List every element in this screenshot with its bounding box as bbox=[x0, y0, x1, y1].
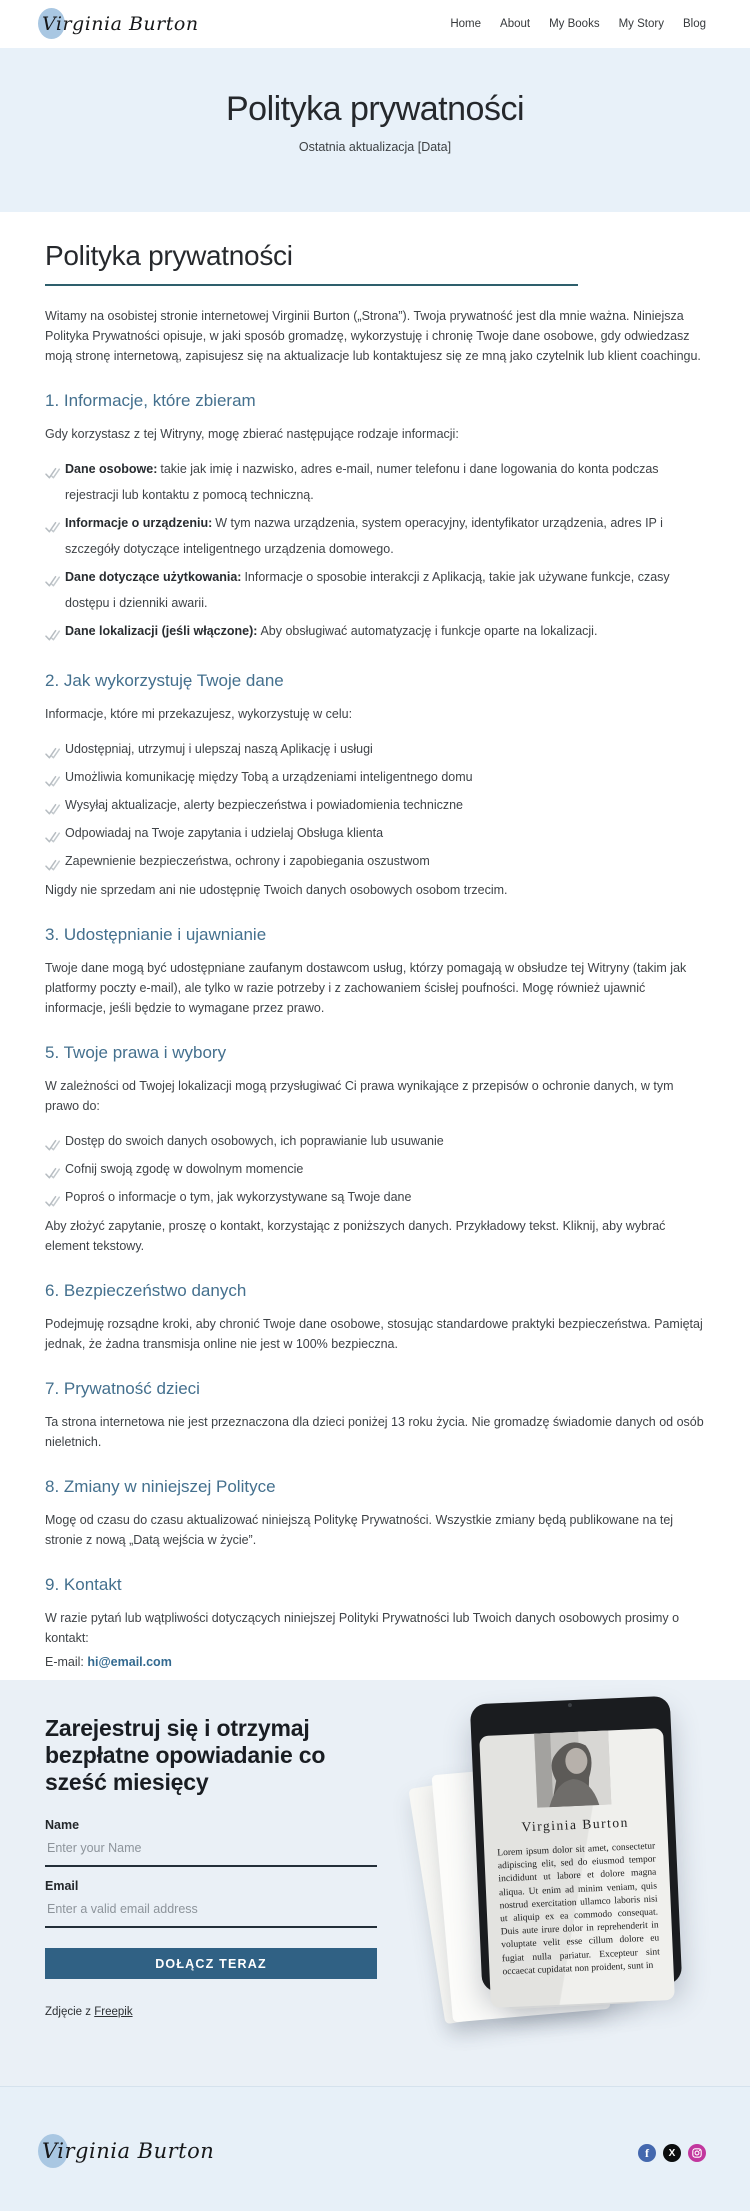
tablet-mockup bbox=[388, 1688, 728, 2028]
list-item: Cofnij swoją zgodę w dowolnym momencie bbox=[45, 1156, 705, 1184]
x-twitter-icon[interactable]: X bbox=[663, 2144, 681, 2162]
list-item: Dostęp do swoich danych osobowych, ich poprawianie lub usuwanie bbox=[45, 1128, 705, 1156]
double-check-icon bbox=[45, 517, 60, 543]
list-item: Dane osobowe: takie jak imię i nazwisko, adres e-mail, numer telefonu i dane logowania do konta podczas rejestracji lub kontaktu z pomocą techniczną. bbox=[45, 456, 705, 510]
tablet-excerpt: Lorem ipsum dolor sit amet, consectetur adipiscing elit, sed do eiusmod tempor incididunt ut labore et dolore magna aliqua. Ut enim ad minim veniam, quis nostrud exercitation ullamco laboris nisi ut aliquip ex ea commodo consequat. Duis aute irure dolor in reprehenderit in voluptate velit esse cillum dolore eu fugiat nulla pariatur. Excepteur sint occaecat cupidatat non proident, sunt in bbox=[497, 1841, 661, 1978]
social-links bbox=[638, 2144, 706, 2162]
contact-email-line: E-mail: hi@email.com bbox=[45, 1655, 172, 1669]
section-contact bbox=[45, 1574, 705, 1696]
section-lead: W zależności od Twojej lokalizacji mogą przysługiwać Ci prawa wynikające z przepisów o ochronie danych, w tym prawo do: bbox=[45, 1079, 674, 1113]
section-heading: 7. Prywatność dzieci bbox=[45, 1379, 200, 1398]
header-logo[interactable] bbox=[42, 8, 199, 40]
site-footer bbox=[0, 2086, 750, 2211]
list-item: Poproś o informacje o tym, jak wykorzystywane są Twoje dane bbox=[45, 1184, 705, 1212]
section-heading: 3. Udostępnianie i ujawnianie bbox=[45, 925, 267, 944]
list-item: Dane dotyczące użytkowania: Informacje o sposobie interakcji z Aplikacją, takie jak używane funkcje, czasy dostępu i dzienniki awarii. bbox=[45, 564, 705, 618]
section-paragraph: Podejmuję rozsądne kroki, aby chronić Twoje dane osobowe, stosując standardowe praktyki bezpieczeństwa. Pamiętaj jednak, że żadna transmisja online nie jest w 100% bezpieczna. bbox=[45, 1317, 703, 1351]
section-rights bbox=[45, 1042, 705, 1256]
section-paragraph: W razie pytań lub wątpliwości dotyczących niniejszej Polityki Prywatności lub Twoich danych osobowych prosimy o kontakt: bbox=[45, 1611, 680, 1645]
rights-note: Aby złożyć zapytanie, proszę o kontakt, korzystając z poniższych danych. Przykładowy tekst. Kliknij, aby wybrać element tekstowy. bbox=[45, 1219, 666, 1253]
list-item: Informacje o urządzeniu: W tym nazwa urządzenia, system operacyjny, identyfikator urządzenia, adres IP i szczegóły dotyczące inteligentnego urządzenia domowego. bbox=[45, 510, 705, 564]
section-heading: 8. Zmiany w niniejszej Polityce bbox=[45, 1477, 276, 1496]
signup-heading: Zarejestruj się i otrzymaj bezpłatne opowiadanie co sześć miesięcy bbox=[45, 1715, 326, 1795]
section-data-use bbox=[45, 670, 705, 900]
section-information-collected bbox=[45, 390, 705, 646]
section-paragraph: Mogę od czasu do czasu aktualizować niniejszą Politykę Prywatności. Wszystkie zmiany będą publikowane na tej stronie z nową „Datą wejścia w życie”. bbox=[45, 1513, 674, 1547]
name-field-group bbox=[45, 1818, 377, 1867]
author-portrait bbox=[534, 1730, 611, 1807]
section-sharing bbox=[45, 924, 705, 1018]
double-check-icon bbox=[45, 855, 60, 881]
tablet-camera-dot bbox=[568, 1703, 572, 1707]
intro-paragraph: Witamy na osobistej stronie internetowej Virginii Burton („Strona”). Twoja prywatność jest dla mnie ważna. Niniejsza Polityka Prywatności opisuje, w jaki sposób gromadzę, wykorzystuję i chronię Twoje dane osobowe, gdy odwiedzasz moją stronę internetową, zapisujesz się na aktualizacje lub kontaktujesz się ze mną jako czytelnik lub klient coachingu. bbox=[45, 309, 701, 363]
hero-subtitle: Ostatnia aktualizacja [Data] bbox=[298, 140, 452, 154]
double-check-icon bbox=[45, 1191, 60, 1217]
signup-form-column bbox=[45, 1715, 377, 2018]
double-check-icon bbox=[45, 625, 60, 651]
tablet-screen bbox=[479, 1728, 675, 2008]
list-item: Dane lokalizacji (jeśli włączone): Aby obsługiwać automatyzację i funkcje oparte na lokalizacji. bbox=[45, 618, 705, 646]
site-header bbox=[0, 0, 750, 48]
section-heading: 5. Twoje prawa i wybory bbox=[45, 1043, 227, 1062]
footer-logo-text: Virginia Burton bbox=[42, 2139, 215, 2163]
tablet-device bbox=[470, 1696, 682, 1992]
nav-item-home[interactable]: Home bbox=[450, 18, 482, 30]
section-paragraph: Twoje dane mogą być udostępniane zaufanym dostawcom usług, którzy pomagają w obsłudze tej Witryny (takim jak platformy poczty e-mail), ale tylko w razie potrzeby i z zachowaniem ścisłej poufności. Mogę również ujawnić informacje, jeśli będzie to wymagane przez prawo. bbox=[45, 961, 687, 1015]
facebook-icon[interactable]: f bbox=[638, 2144, 656, 2162]
no-sell-note: Nigdy nie sprzedam ani nie udostępnię Twoich danych osobowych osobom trzecim. bbox=[45, 883, 508, 897]
email-link[interactable]: hi@email.com bbox=[87, 1655, 172, 1669]
section-heading: 9. Kontakt bbox=[45, 1575, 122, 1594]
signup-section bbox=[0, 1680, 750, 2086]
double-check-icon bbox=[45, 571, 60, 597]
instagram-icon[interactable] bbox=[688, 2144, 706, 2162]
nav-item-blog[interactable]: Blog bbox=[682, 18, 706, 30]
policy-content bbox=[0, 212, 750, 1680]
info-types-list bbox=[45, 456, 705, 646]
footer-logo[interactable] bbox=[42, 2133, 214, 2169]
email-label: Email bbox=[45, 1879, 79, 1893]
freepik-link[interactable]: Freepik bbox=[94, 2006, 133, 2018]
nav-item-about[interactable]: About bbox=[500, 18, 531, 30]
page-title: Polityka prywatności bbox=[45, 240, 293, 271]
hero-title: Polityka prywatności bbox=[225, 90, 524, 128]
join-now-button[interactable]: DOŁĄCZ TERAZ bbox=[45, 1948, 377, 1979]
section-heading: 1. Informacje, które zbieram bbox=[45, 391, 256, 410]
title-divider bbox=[45, 284, 578, 286]
section-lead: Gdy korzystasz z tej Witryny, mogę zbierać następujące rodzaje informacji: bbox=[45, 427, 459, 441]
name-field[interactable] bbox=[45, 1833, 377, 1867]
section-paragraph: Ta strona internetowa nie jest przeznaczona dla dzieci poniżej 13 roku życia. Nie gromadzę świadomie danych od osób nieletnich. bbox=[45, 1415, 704, 1449]
logo-text: Virginia Burton bbox=[42, 13, 199, 35]
email-field-group bbox=[45, 1879, 377, 1928]
section-heading: 2. Jak wykorzystuję Twoje dane bbox=[45, 671, 284, 690]
section-heading: 6. Bezpieczeństwo danych bbox=[45, 1281, 247, 1300]
section-security bbox=[45, 1280, 705, 1354]
list-item: Zapewnienie bezpieczeństwa, ochrony i zapobiegania oszustwom bbox=[45, 848, 705, 876]
name-label: Name bbox=[45, 1818, 80, 1832]
data-use-list bbox=[45, 736, 705, 876]
list-item: Umożliwia komunikację między Tobą a urządzeniami inteligentnego domu bbox=[45, 764, 705, 792]
section-children bbox=[45, 1378, 705, 1452]
rights-list bbox=[45, 1128, 705, 1212]
list-item: Udostępniaj, utrzymuj i ulepszaj naszą Aplikację i usługi bbox=[45, 736, 705, 764]
double-check-icon bbox=[45, 463, 60, 489]
list-item: Odpowiadaj na Twoje zapytania i udzielaj Obsługa klienta bbox=[45, 820, 705, 848]
list-item: Wysyłaj aktualizacje, alerty bezpieczeństwa i powiadomienia techniczne bbox=[45, 792, 705, 820]
email-field[interactable] bbox=[45, 1894, 377, 1928]
photo-credit: Zdjęcie z Freepik bbox=[45, 2006, 133, 2018]
main-nav bbox=[450, 0, 706, 48]
nav-item-my-books[interactable]: My Books bbox=[549, 18, 600, 30]
section-lead: Informacje, które mi przekazujesz, wykorzystuję w celu: bbox=[45, 707, 353, 721]
tablet-author-name: Virginia Burton bbox=[521, 1814, 630, 1835]
nav-item-my-story[interactable]: My Story bbox=[618, 18, 664, 30]
hero-banner bbox=[0, 48, 750, 212]
section-changes bbox=[45, 1476, 705, 1550]
